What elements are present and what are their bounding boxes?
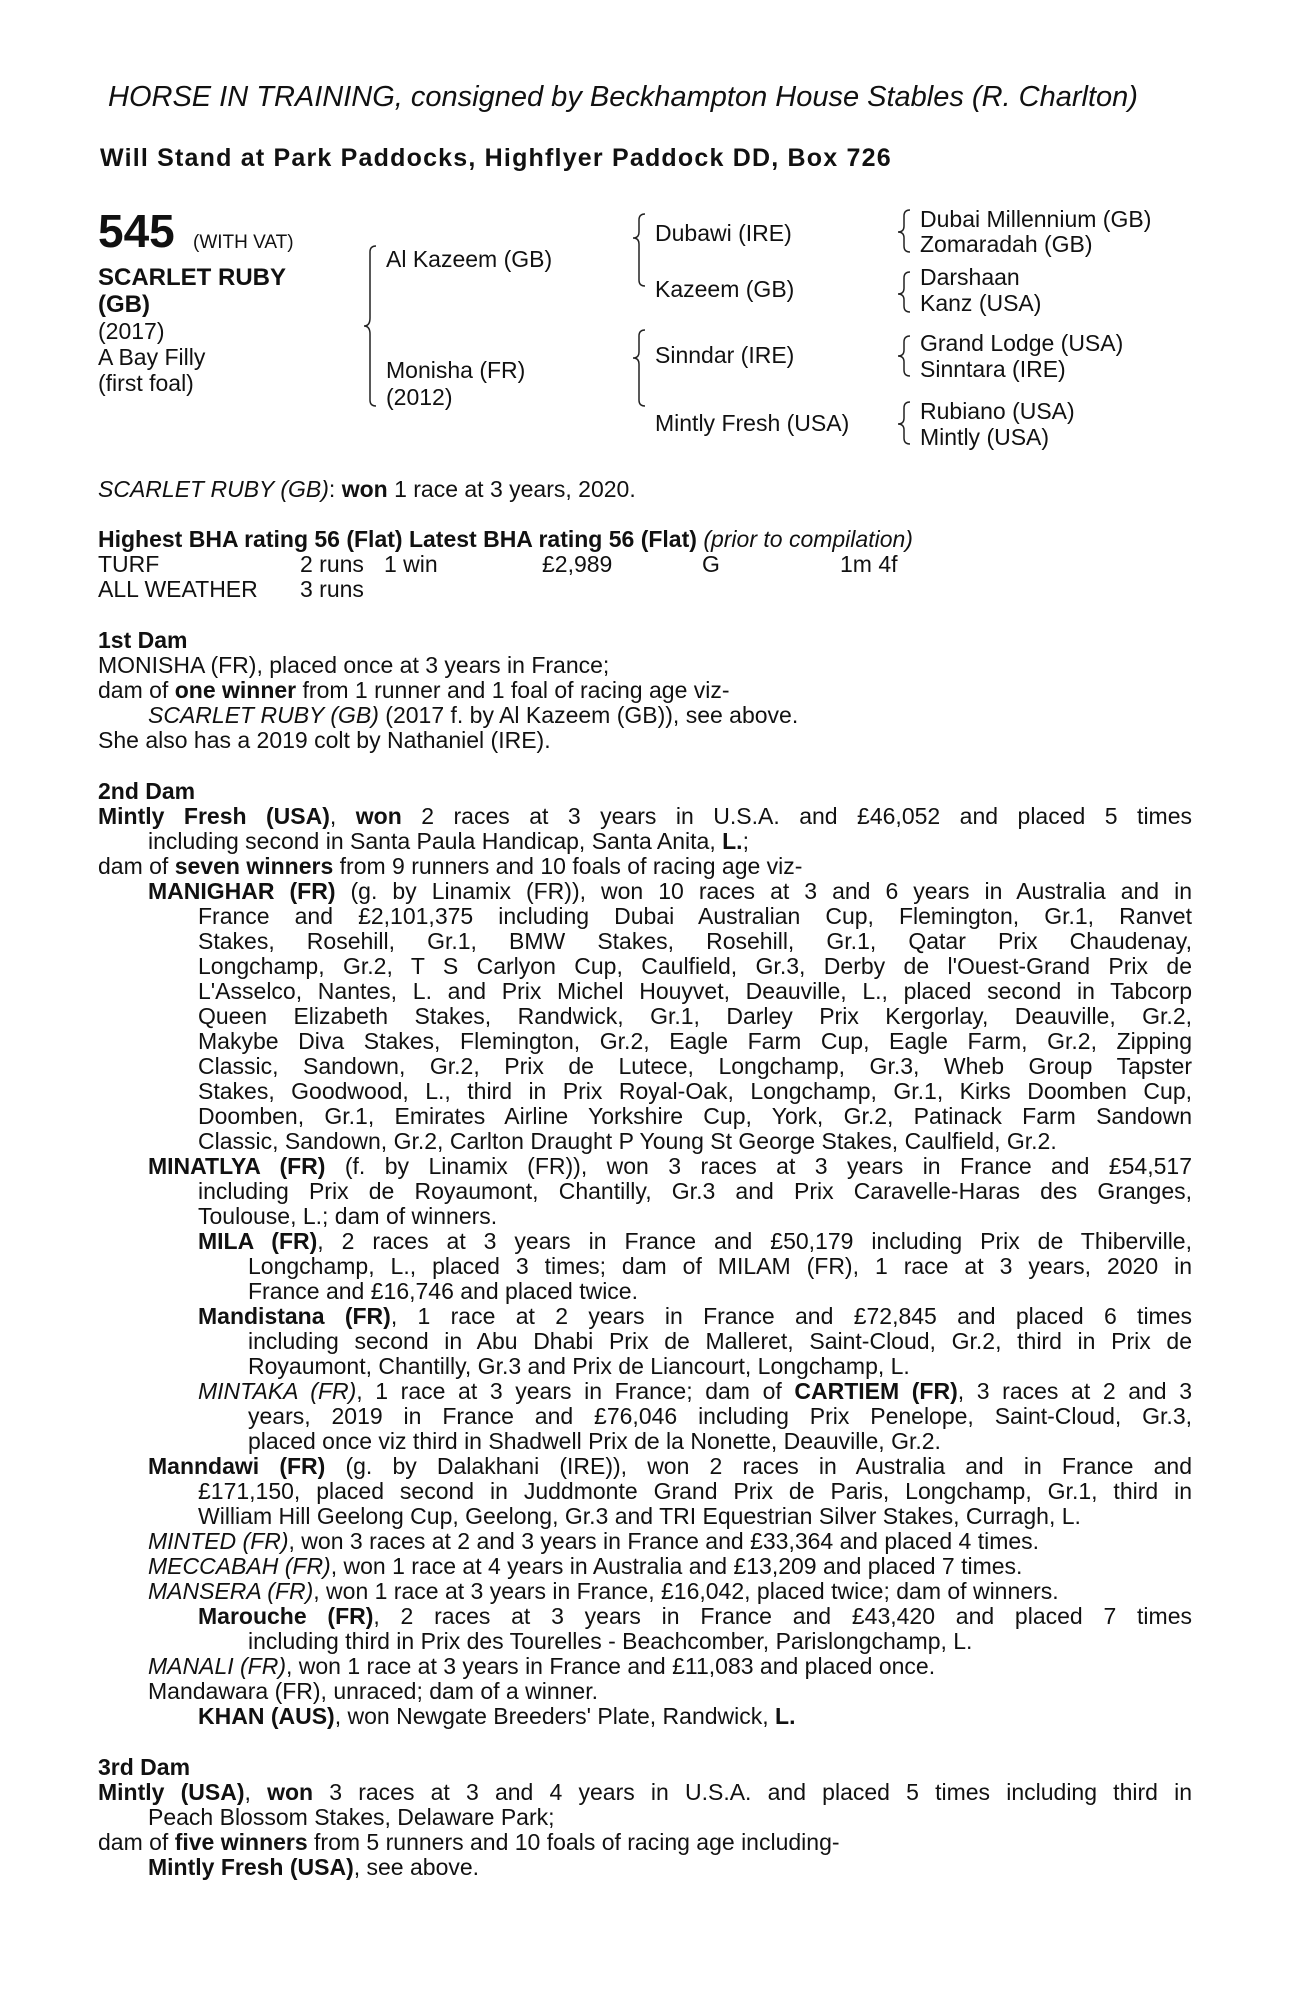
third-dam-heading: 3rd Dam — [98, 1754, 191, 1780]
produce-line: years, 2019 in France and £76,046 including Prix Penelope, Saint-Cloud, Gr.3, — [248, 1403, 1192, 1429]
horse-name: SCARLET RUBY — [98, 264, 287, 291]
pedigree-ggp: Kanz (USA) — [920, 290, 1042, 316]
first-dam-line: MONISHA (FR), placed once at 3 years in France; — [98, 652, 610, 678]
produce-line: including second in Abu Dhabi Prix de Malleret, Saint-Cloud, Gr.2, third in Prix de — [248, 1328, 1192, 1354]
first-dam-line: She also has a 2019 colt by Nathaniel (IRE). — [98, 727, 551, 753]
horse-foal: (first foal) — [98, 370, 194, 396]
produce-line: France and £2,101,375 including Dubai Australian Cup, Flemington, Gr.1, Ranvet — [198, 903, 1192, 929]
produce-line: Longchamp, Gr.2, T S Carlyon Cup, Caulfield, Gr.3, Derby de l'Ouest-Grand Prix de — [198, 953, 1192, 979]
produce-entry: Mandistana (FR), 1 race at 2 years in France and £72,845 and placed 6 times — [198, 1303, 1193, 1329]
produce-line: Makybe Diva Stakes, Flemington, Gr.2, Eagle Farm Cup, Eagle Farm, Gr.2, Zipping — [198, 1028, 1192, 1054]
pedigree-ggp: Rubiano (USA) — [920, 398, 1075, 424]
pedigree-dam-dam: Mintly Fresh (USA) — [655, 410, 850, 436]
second-dam-line: dam of seven winners from 9 runners and 10 foals of racing age viz- — [98, 853, 803, 879]
third-dam-line: Mintly (USA), won 3 races at 3 and 4 years in U.S.A. and placed 5 times including third in — [98, 1779, 1193, 1805]
aw-runs: 3 runs — [300, 576, 364, 602]
pedigree-dam-year: (2012) — [386, 384, 453, 410]
produce-entry: MANALI (FR), won 1 race at 3 years in France and £11,083 and placed once. — [148, 1653, 936, 1679]
pedigree-dam-sire: Sinndar (IRE) — [655, 342, 795, 368]
pedigree-ggp: Grand Lodge (USA) — [920, 330, 1124, 356]
produce-line: Queen Elizabeth Stakes, Randwick, Gr.1, Darley Prix Kergorlay, Deauville, Gr.2, — [198, 1003, 1192, 1029]
turf-label: TURF — [98, 551, 160, 577]
pedigree-sire-dam: Kazeem (GB) — [655, 276, 795, 302]
produce-line: including third in Prix des Tourelles - Beachcomber, Parislongchamp, L. — [248, 1628, 973, 1654]
produce-line: Stakes, Goodwood, L., third in Prix Royal-Oak, Longchamp, Gr.1, Kirks Doomben Cup, — [198, 1078, 1192, 1104]
location-line: Will Stand at Park Paddocks, Highflyer Paddock DD, Box 726 — [100, 144, 892, 172]
produce-line: Toulouse, L.; dam of winners. — [198, 1203, 498, 1229]
produce-line: Classic, Sandown, Gr.2, Carlton Draught P Young St George Stakes, Caulfield, Gr.2. — [198, 1128, 1057, 1154]
horse-sex: A Bay Filly — [98, 344, 206, 370]
first-dam-line: SCARLET RUBY (GB) (2017 f. by Al Kazeem (GB)), see above. — [148, 702, 799, 728]
turf-wins: 1 win — [384, 551, 438, 577]
produce-entry: Mandawara (FR), unraced; dam of a winner. — [148, 1678, 598, 1704]
produce-line: Stakes, Rosehill, Gr.1, BMW Stakes, Rosehill, Gr.1, Qatar Prix Chaudenay, — [198, 928, 1192, 954]
pedigree-sire-sire: Dubawi (IRE) — [655, 220, 792, 246]
pedigree-ggp: Dubai Millennium (GB) — [920, 206, 1152, 232]
turf-going: G — [702, 551, 720, 577]
produce-line: France and £16,746 and placed twice. — [248, 1278, 638, 1304]
first-dam-heading: 1st Dam — [98, 627, 188, 653]
produce-line: placed once viz third in Shadwell Prix de la Nonette, Deauville, Gr.2. — [248, 1428, 941, 1454]
turf-runs: 2 runs — [300, 551, 364, 577]
produce-entry: Manndawi (FR) (g. by Dalakhani (IRE)), won 2 races in Australia and in France and — [148, 1453, 1192, 1479]
page-header: HORSE IN TRAINING, consigned by Beckhampton House Stables (R. Charlton) — [108, 81, 1138, 113]
produce-entry: MANSERA (FR), won 1 race at 3 years in France, £16,042, placed twice; dam of winners. — [148, 1578, 1059, 1604]
produce-entry: MECCABAH (FR), won 1 race at 4 years in Australia and £13,209 and placed 7 times. — [148, 1553, 1023, 1579]
turf-prize: £2,989 — [542, 551, 613, 577]
aw-label: ALL WEATHER — [98, 576, 258, 602]
third-dam-line: Mintly Fresh (USA), see above. — [148, 1854, 480, 1880]
produce-line: Longchamp, L., placed 3 times; dam of MILAM (FR), 1 race at 3 years, 2020 in — [248, 1253, 1192, 1279]
produce-entry: Marouche (FR), 2 races at 3 years in France and £43,420 and placed 7 times — [198, 1603, 1192, 1629]
race-summary: SCARLET RUBY (GB): won 1 race at 3 years, 2020. — [98, 476, 636, 502]
lot-number: 545 — [98, 205, 175, 257]
vat-label: (WITH VAT) — [193, 232, 294, 253]
pedigree-sire: Al Kazeem (GB) — [386, 246, 553, 272]
produce-line: Doomben, Gr.1, Emirates Airline Yorkshire Cup, York, Gr.2, Patinack Farm Sandown — [198, 1103, 1192, 1129]
second-dam-heading: 2nd Dam — [98, 778, 196, 804]
horse-year: (2017) — [98, 318, 165, 344]
first-dam-line: dam of one winner from 1 runner and 1 foal of racing age viz- — [98, 677, 730, 703]
produce-line: Royaumont, Chantilly, Gr.3 and Prix de Liancourt, Longchamp, L. — [248, 1353, 910, 1379]
pedigree-ggp: Sinntara (IRE) — [920, 356, 1066, 382]
pedigree-ggp: Zomaradah (GB) — [920, 231, 1093, 257]
turf-distance: 1m 4f — [840, 551, 898, 577]
produce-entry: MINTAKA (FR), 1 race at 3 years in France; dam of CARTIEM (FR), 3 races at 2 and 3 — [198, 1378, 1193, 1404]
produce-entry: MINATLYA (FR) (f. by Linamix (FR)), won 3 races at 3 years in France and £54,517 — [148, 1153, 1192, 1179]
produce-entry: MANIGHAR (FR) (g. by Linamix (FR)), won 10 races at 3 and 6 years in Australia and in — [148, 878, 1193, 904]
second-dam-line: including second in Santa Paula Handicap, Santa Anita, L.; — [148, 828, 749, 854]
produce-line: William Hill Geelong Cup, Geelong, Gr.3 and TRI Equestrian Silver Stakes, Curragh, L. — [198, 1503, 1081, 1529]
pedigree-ggp: Mintly (USA) — [920, 424, 1050, 450]
third-dam-line: dam of five winners from 5 runners and 10 foals of racing age including- — [98, 1829, 840, 1855]
second-dam-line: Mintly Fresh (USA), won 2 races at 3 years in U.S.A. and £46,052 and placed 5 times — [98, 803, 1193, 829]
produce-line: L'Asselco, Nantes, L. and Prix Michel Houyvet, Deauville, L., placed second in Tabcorp — [198, 978, 1192, 1004]
third-dam-line: Peach Blossom Stakes, Delaware Park; — [148, 1804, 555, 1830]
horse-country: (GB) — [98, 291, 150, 318]
produce-entry: MINTED (FR), won 3 races at 2 and 3 years in France and £33,364 and placed 4 times. — [148, 1528, 1040, 1554]
bha-rating: Highest BHA rating 56 (Flat) Latest BHA rating 56 (Flat) (prior to compilation) — [98, 526, 913, 552]
produce-entry: MILA (FR), 2 races at 3 years in France and £50,179 including Prix de Thiberville, — [198, 1228, 1192, 1254]
pedigree-ggp: Darshaan — [920, 264, 1020, 290]
pedigree-dam: Monisha (FR) — [386, 357, 526, 383]
produce-line: £171,150, placed second in Juddmonte Grand Prix de Paris, Longchamp, Gr.1, third in — [198, 1478, 1192, 1504]
produce-entry: KHAN (AUS), won Newgate Breeders' Plate, Randwick, L. — [198, 1703, 796, 1729]
produce-line: Classic, Sandown, Gr.2, Prix de Lutece, Longchamp, Gr.3, Wheb Group Tapster — [198, 1053, 1192, 1079]
produce-line: including Prix de Royaumont, Chantilly, Gr.3 and Prix Caravelle-Haras des Granges, — [198, 1178, 1192, 1204]
